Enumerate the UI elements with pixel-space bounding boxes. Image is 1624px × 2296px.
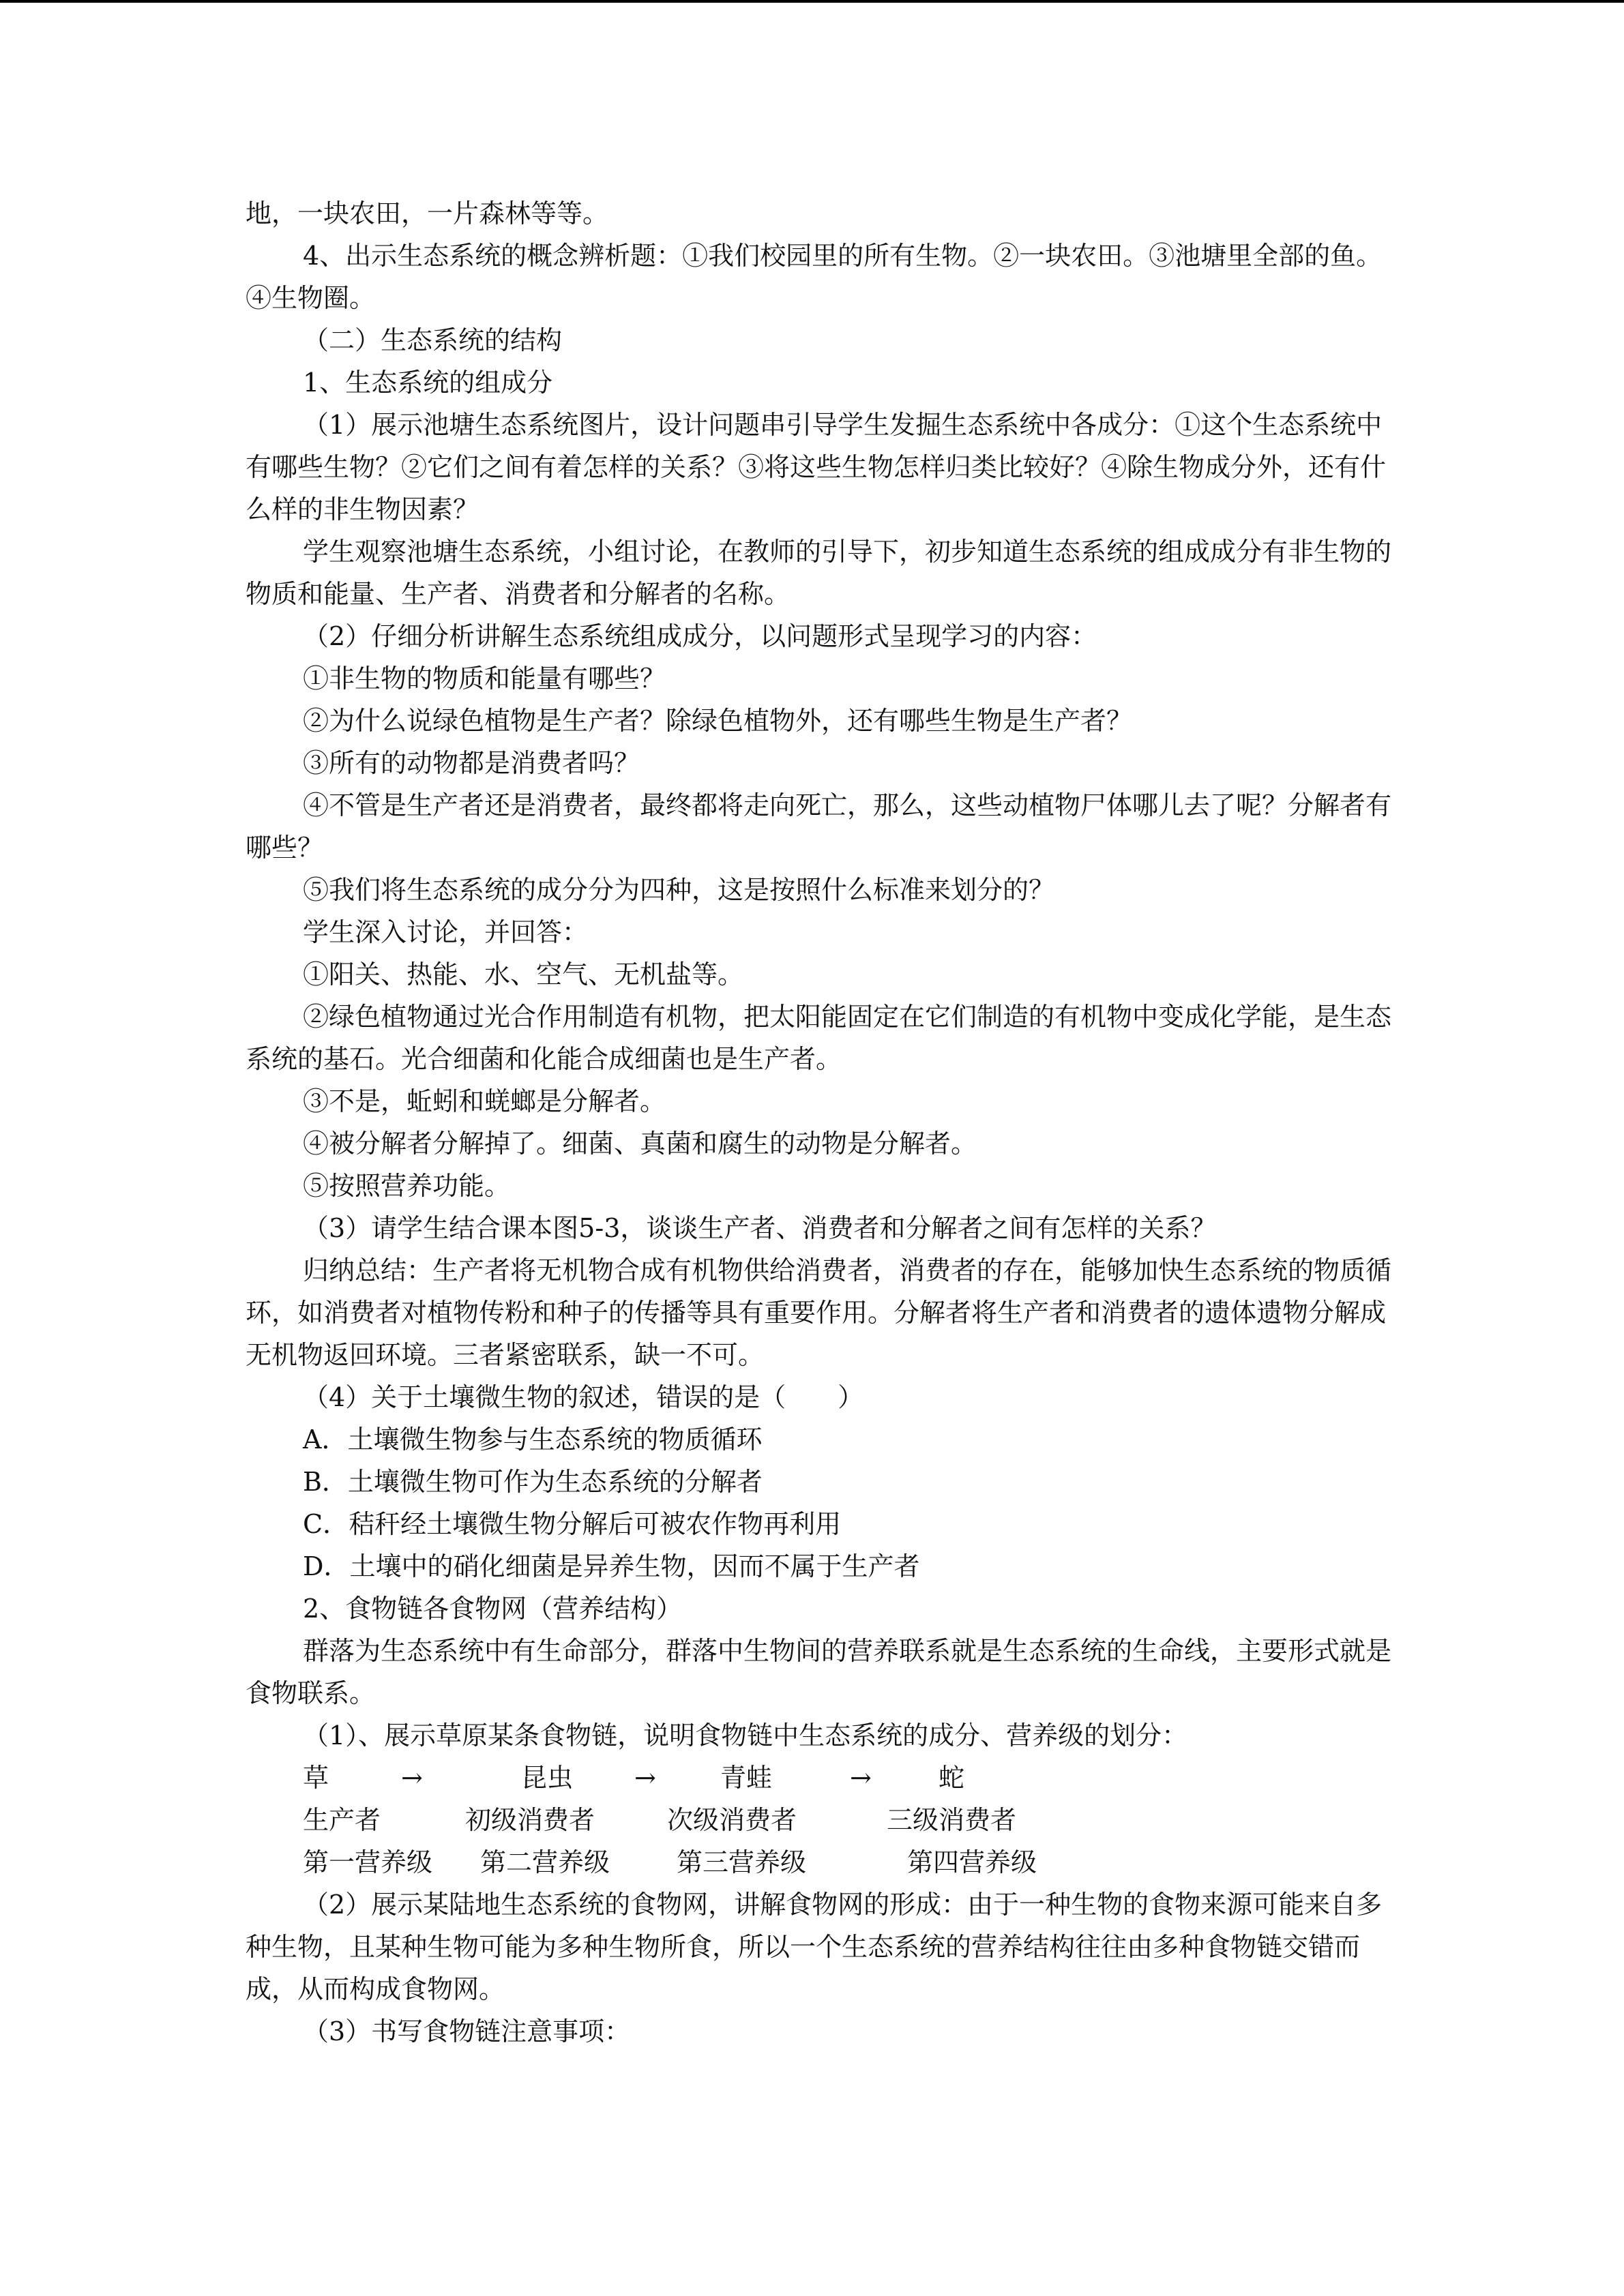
arrow-icon: → [634, 1763, 656, 1793]
quiz-option-b: B．土壤微生物可作为生态系统的分解者 [303, 1467, 763, 1497]
subsection-heading: 2、食物链各食物网（营养结构） [303, 1594, 683, 1624]
paragraph: 地，一块农田，一片森林等等。 [246, 198, 609, 228]
organism-frog: 青蛙 [720, 1763, 773, 1793]
answer-item: ⑤按照营养功能。 [303, 1171, 511, 1201]
question-item: ②为什么说绿色植物是生产者？除绿色植物外，还有哪些生物是生产者？ [303, 706, 1133, 736]
question-item: ④不管是生产者还是消费者，最终都将走向死亡，那么，这些动植物尸体哪儿去了呢？分解者有哪些？ [246, 790, 1392, 863]
answer-item: ④被分解者分解掉了。细菌、真菌和腐生的动物是分解者。 [303, 1129, 977, 1159]
paragraph: （2）展示某陆地生态系统的食物网，讲解食物网的形成：由于一种生物的食物来源可能来自多种生物，且某种生物可能为多种生物所食，所以一个生态系统的营养结构往往由多种食物链交错而成，从而构成食物网。 [246, 1890, 1383, 2004]
role-producer: 生产者 [303, 1805, 381, 1835]
paragraph: 归纳总结：生产者将无机物合成有机物供给消费者，消费者的存在，能够加快生态系统的物质循环，如消费者对植物传粉和种子的传播等具有重要作用。分解者将生产者和消费者的遗体遗物分解成无机物返回环境。三者紧密联系，缺一不可。 [246, 1255, 1392, 1370]
question-item: ⑤我们将生态系统的成分分为四种，这是按照什么标准来划分的？ [303, 875, 1055, 905]
role-tertiary-consumer: 三级消费者 [887, 1805, 1017, 1835]
organism-snake: 蛇 [939, 1763, 965, 1793]
food-chain-organisms [246, 1757, 1391, 1799]
arrow-icon: → [850, 1763, 872, 1793]
level-2: 第二营养级 [480, 1847, 610, 1877]
organism-insect: 昆虫 [521, 1763, 574, 1793]
paragraph: （1）展示池塘生态系统图片，设计问题串引导学生发掘生态系统中各成分：①这个生态系统中有哪些生物？②它们之间有着怎样的关系？③将这些生物怎样归类比较好？④除生物成分外，还有什么样的非生物因素？ [246, 410, 1387, 524]
food-chain-roles [246, 1799, 1391, 1841]
quiz-option-d: D．土壤中的硝化细菌是异养生物，因而不属于生产者 [303, 1551, 920, 1581]
question-item: ①非生物的物质和能量有哪些？ [303, 664, 666, 694]
answer-item: ②绿色植物通过光合作用制造有机物，把太阳能固定在它们制造的有机物中变成化学能，是生态系统的基石。光合细菌和化能合成细菌也是生产者。 [246, 1002, 1392, 1074]
page-top-border [0, 0, 1624, 3]
answer-item: ③不是，蚯蚓和蜣螂是分解者。 [303, 1086, 666, 1116]
quiz-option-c: C．秸秆经土壤微生物分解后可被农作物再利用 [303, 1509, 842, 1539]
paragraph: 4、出示生态系统的概念辨析题：①我们校园里的所有生物。②一块农田。③池塘里全部的鱼。④生物圈。 [246, 241, 1383, 313]
document-page [246, 192, 1391, 2053]
role-secondary-consumer: 次级消费者 [667, 1805, 797, 1835]
paragraph: 群落为生态系统中有生命部分，群落中生物间的营养联系就是生态系统的生命线，主要形式就是食物联系。 [246, 1636, 1392, 1708]
paragraph: （2）仔细分析讲解生态系统组成成分，以问题形式呈现学习的内容： [303, 621, 1097, 651]
question-item: ③所有的动物都是消费者吗？ [303, 748, 640, 778]
quiz-question: （4）关于土壤微生物的叙述，错误的是（ ） [303, 1382, 864, 1412]
arrow-icon: → [401, 1763, 423, 1793]
quiz-option-a: A．土壤微生物参与生态系统的物质循环 [303, 1425, 763, 1455]
paragraph: （1）、展示草原某条食物链，说明食物链中生态系统的成分、营养级的划分： [303, 1720, 1188, 1750]
section-heading: （二）生态系统的结构 [303, 325, 563, 355]
paragraph: 学生深入讨论，并回答： [303, 917, 589, 947]
answer-item: ①阳关、热能、水、空气、无机盐等。 [303, 959, 744, 989]
paragraph: （3）书写食物链注意事项： [303, 2016, 631, 2046]
level-3: 第三营养级 [677, 1847, 807, 1877]
role-primary-consumer: 初级消费者 [465, 1805, 595, 1835]
level-4: 第四营养级 [907, 1847, 1037, 1877]
organism-grass: 草 [303, 1763, 329, 1793]
paragraph: 学生观察池塘生态系统，小组讨论，在教师的引导下，初步知道生态系统的组成成分有非生物的物质和能量、生产者、消费者和分解者的名称。 [246, 537, 1392, 609]
subsection-heading: 1、生态系统的组成分 [303, 368, 553, 398]
food-chain-levels [246, 1841, 1391, 1883]
paragraph: （3）请学生结合课本图5-3，谈谈生产者、消费者和分解者之间有怎样的关系？ [303, 1213, 1217, 1243]
level-1: 第一营养级 [303, 1847, 433, 1877]
